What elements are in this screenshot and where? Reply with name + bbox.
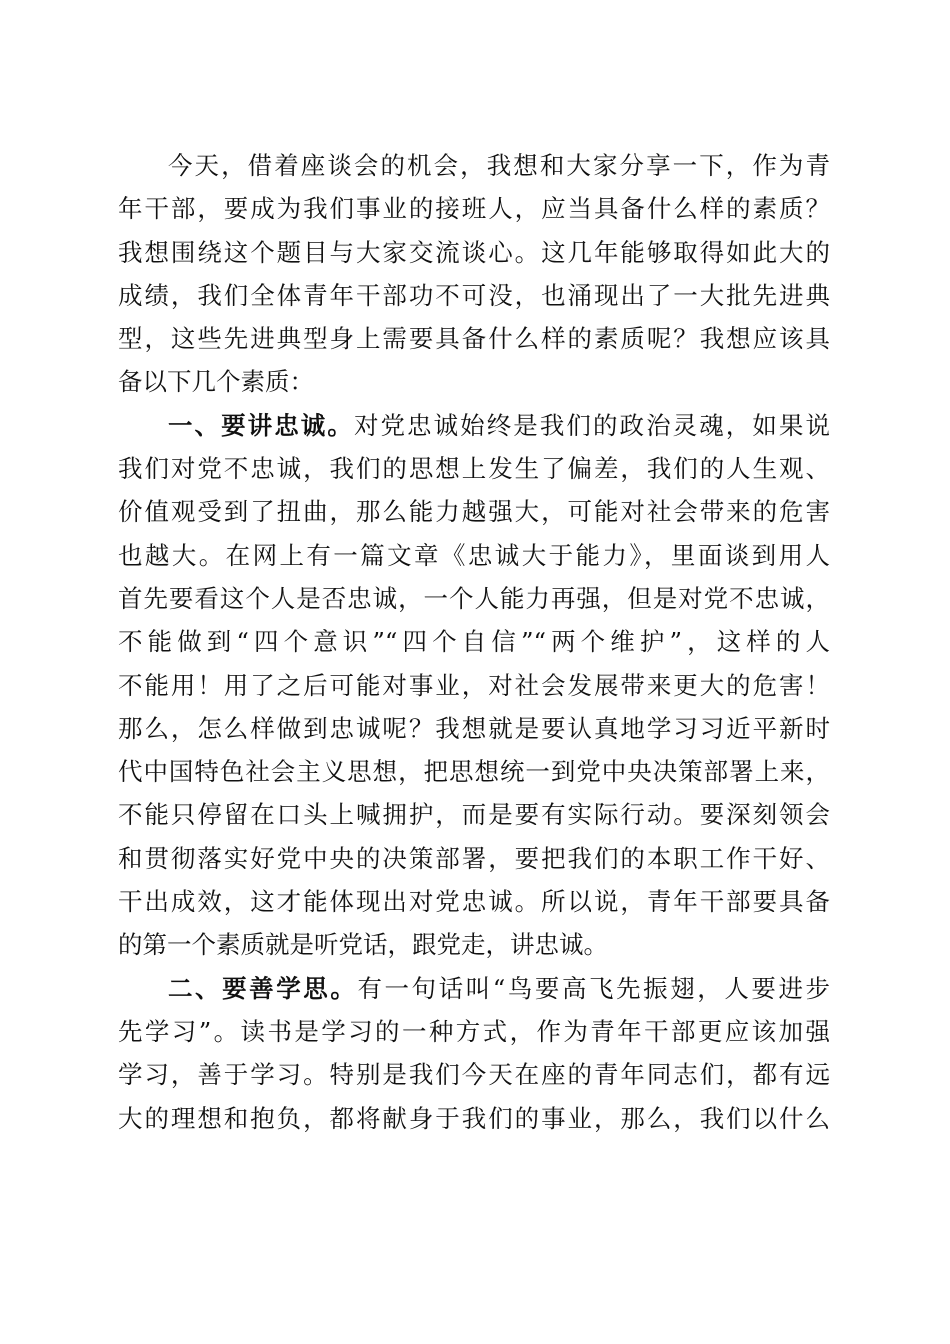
line-text: 今天，借着座谈会的机会，我想和大家分享一下，作为青 <box>168 151 830 180</box>
line-text: 的第一个素质就是听党话，跟党走，讲忠诚。 <box>118 930 608 960</box>
text-line <box>118 1097 830 1140</box>
text-line <box>118 274 830 317</box>
text-line <box>118 187 830 230</box>
line-text: 先学习”。读书是学习的一种方式，作为青年干部更应该加强 <box>118 1016 830 1046</box>
line-text: 大的理想和抱负，都将献身于我们的事业，那么，我们以什么 <box>118 1103 830 1133</box>
line-text: 备以下几个素质： <box>118 367 314 397</box>
section-heading: 二、要善学思。 <box>168 973 358 1003</box>
text-line <box>118 837 830 880</box>
text-line <box>118 967 830 1010</box>
line-text: 也越大。在网上有一篇文章《忠诚大于能力》，里面谈到用人 <box>118 540 830 570</box>
text-line <box>118 793 830 836</box>
paragraph-learning <box>118 967 830 1140</box>
paragraph-intro <box>118 144 830 404</box>
line-text: 型，这些先进典型身上需要具备什么样的素质呢？我想应该具 <box>118 324 830 354</box>
line-text: 不能用！用了之后可能对事业，对社会发展带来更大的危害！ <box>118 670 830 700</box>
line-text: 代中国特色社会主义思想，把思想统一到党中央决策部署上来， <box>118 757 830 787</box>
line-text: 首先要看这个人是否忠诚，一个人能力再强，但是对党不忠诚， <box>118 583 830 613</box>
document-body <box>118 144 830 1140</box>
text-line <box>118 447 830 490</box>
text-line <box>118 880 830 923</box>
line-text: 年干部，要成为我们事业的接班人，应当具备什么样的素质？ <box>118 194 830 224</box>
line-text: 不能做到“四个意识”“四个自信”“两个维护”，这样的人 <box>118 627 830 657</box>
text-line <box>118 534 830 577</box>
line-text: 我们对党不忠诚，我们的思想上发生了偏差，我们的人生观、 <box>118 454 830 484</box>
section-heading: 一、要讲忠诚。 <box>168 410 354 440</box>
line-text: 我想围绕这个题目与大家交流谈心。这几年能够取得如此大的 <box>118 237 830 267</box>
text-line <box>118 620 830 663</box>
line-text: 干出成效，这才能体现出对党忠诚。所以说，青年干部要具备 <box>118 887 830 917</box>
text-line <box>118 1010 830 1053</box>
text-line <box>118 144 830 187</box>
line-text: 那么，怎么样做到忠诚呢？我想就是要认真地学习习近平新时 <box>118 713 830 743</box>
line-text: 对党忠诚始终是我们的政治灵魂，如果说 <box>353 410 830 440</box>
line-text: 成绩，我们全体青年干部功不可没，也涌现出了一大批先进典 <box>118 280 830 310</box>
text-line <box>118 750 830 793</box>
text-line <box>118 577 830 620</box>
text-line <box>118 490 830 533</box>
paragraph-loyalty <box>118 404 830 967</box>
text-line <box>118 664 830 707</box>
text-line <box>118 231 830 274</box>
text-line <box>118 1053 830 1096</box>
line-text: 和贯彻落实好党中央的决策部署，要把我们的本职工作干好、 <box>118 843 830 873</box>
text-line <box>118 360 830 403</box>
line-text: 学习，善于学习。特别是我们今天在座的青年同志们，都有远 <box>118 1060 830 1090</box>
line-text: 有一句话叫“鸟要高飞先振翅，人要进步 <box>357 973 831 1003</box>
text-line <box>118 707 830 750</box>
line-text: 价值观受到了扭曲，那么能力越强大，可能对社会带来的危害 <box>118 497 830 527</box>
text-line <box>118 923 830 966</box>
text-line <box>118 317 830 360</box>
text-line <box>118 404 830 447</box>
line-text: 不能只停留在口头上喊拥护，而是要有实际行动。要深刻领会 <box>118 800 830 830</box>
